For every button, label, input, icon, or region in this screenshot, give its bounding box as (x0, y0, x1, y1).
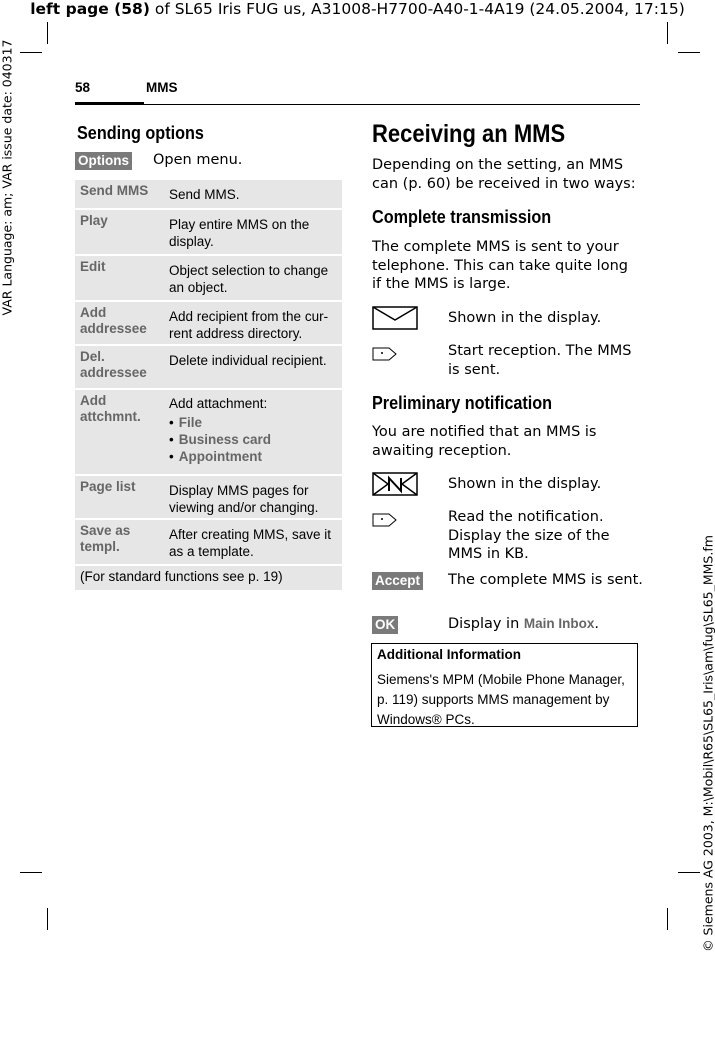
additional-info-title: Additional Information (377, 647, 521, 662)
complete-transmission-text: The complete MMS is sent to your telephone. This can take quite long if the MMS is large. (372, 238, 640, 294)
crop-mark (667, 22, 668, 44)
preliminary-notification-heading: Preliminary notification (372, 393, 552, 414)
option-value: Add attachment: (169, 395, 339, 412)
preliminary-item-4-text (448, 615, 643, 634)
option-value: Add recipient from the cur-rent address directory. (169, 308, 339, 342)
option-key: Add addressee (80, 305, 165, 337)
item-text-prefix: Display in (448, 616, 524, 632)
option-value: Display MMS pages for viewing and/or changing. (169, 482, 339, 516)
options-text: Open menu. (153, 151, 242, 170)
list-item: • Business card (169, 431, 339, 448)
header-page-ref: left page (58) (30, 0, 150, 18)
softkey-button-icon (372, 508, 422, 532)
crop-mark (20, 872, 42, 873)
complete-item-1-text: Shown in the display. (448, 309, 643, 328)
attachment-list (169, 414, 339, 465)
header-doc-info: of SL65 Iris FUG us, A31008-H7700-A40-1-4A19 (24.05.2004, 17:15) (150, 0, 685, 18)
complete-item-2-text: Start reception. The MMS is sent. (448, 342, 643, 379)
preliminary-notification-text: You are notified that an MMS is awaiting reception. (372, 423, 640, 460)
option-row-add-addressee (75, 302, 342, 344)
crop-mark (678, 52, 700, 53)
option-key: Play (80, 213, 165, 229)
preliminary-item-1-text: Shown in the display. (448, 475, 643, 494)
sending-options-heading: Sending options (77, 123, 204, 144)
crop-mark (47, 908, 48, 930)
main-inbox-label: Main Inbox (524, 616, 595, 631)
envelope-icon (372, 306, 422, 330)
options-row (75, 150, 132, 170)
option-key: Send MMS (80, 183, 165, 199)
additional-info-box (371, 643, 638, 727)
option-value: Send MMS. (169, 186, 339, 203)
ok-softkey[interactable]: OK (372, 616, 398, 634)
receiving-heading: Receiving an MMS (372, 120, 565, 149)
option-value: Delete individual recipient. (169, 352, 339, 369)
option-key: Page list (80, 479, 165, 495)
option-row-del-addressee (75, 346, 342, 388)
header-rule (75, 104, 640, 105)
crop-mark (20, 52, 42, 53)
softkey-button-icon (372, 342, 422, 366)
page-number: 58 (75, 80, 90, 95)
option-row-edit (75, 256, 342, 300)
preliminary-item-3-text: The complete MMS is sent. (448, 571, 643, 590)
option-key: Edit (80, 259, 165, 275)
bullet-label: File (179, 415, 202, 430)
option-value: After creating MMS, save it as a template. (169, 526, 339, 560)
option-key: Add attchmnt. (80, 393, 165, 425)
option-row-send-mms (75, 180, 342, 208)
bullet-label: Appointment (179, 449, 262, 464)
option-value-block (169, 396, 339, 465)
accept-softkey-cell (372, 570, 423, 590)
side-note-language: VAR Language: am; VAR issue date: 040317 (0, 23, 15, 333)
list-item: • File (169, 414, 339, 431)
crop-mark (667, 908, 668, 930)
option-key: Del. addressee (80, 349, 165, 381)
section-title: MMS (146, 80, 178, 95)
option-key: Save as templ. (80, 523, 165, 555)
list-item: • Appointment (169, 448, 339, 465)
option-footer: (For standard functions see p. 19) (80, 569, 283, 584)
option-value: Play entire MMS on the display. (169, 216, 339, 250)
print-header (0, 0, 715, 18)
header-rule-thick (75, 102, 144, 105)
option-row-play (75, 210, 342, 254)
accept-softkey[interactable]: Accept (372, 572, 423, 590)
option-row-save-as-template (75, 520, 342, 564)
receiving-intro: Depending on the setting, an MMS can (p. 60) be received in two ways: (372, 156, 640, 193)
additional-info-text: Siemens's MPM (Mobile Phone Manager, p. 119) supports MMS management by Windows® PCs. (377, 670, 632, 730)
complete-transmission-heading: Complete transmission (372, 207, 551, 228)
notification-envelope-icon (372, 472, 422, 496)
option-row-page-list (75, 476, 342, 518)
option-value: Object selection to change an object. (169, 262, 339, 296)
option-row-add-attachment (75, 390, 342, 474)
crop-mark (678, 872, 700, 873)
side-note-copyright: © Siemens AG 2003, M:\Mobil\R65\SL65_Iris\am\fug\SL65_MMS.fm (701, 444, 715, 1044)
ok-softkey-cell (372, 614, 398, 634)
preliminary-item-2-text: Read the notification. Display the size of the MMS in KB. (448, 508, 643, 564)
item-text-suffix: . (594, 616, 599, 632)
crop-mark (47, 22, 48, 44)
option-footer-row (75, 566, 342, 590)
options-softkey[interactable]: Options (75, 152, 132, 170)
bullet-label: Business card (179, 432, 271, 447)
